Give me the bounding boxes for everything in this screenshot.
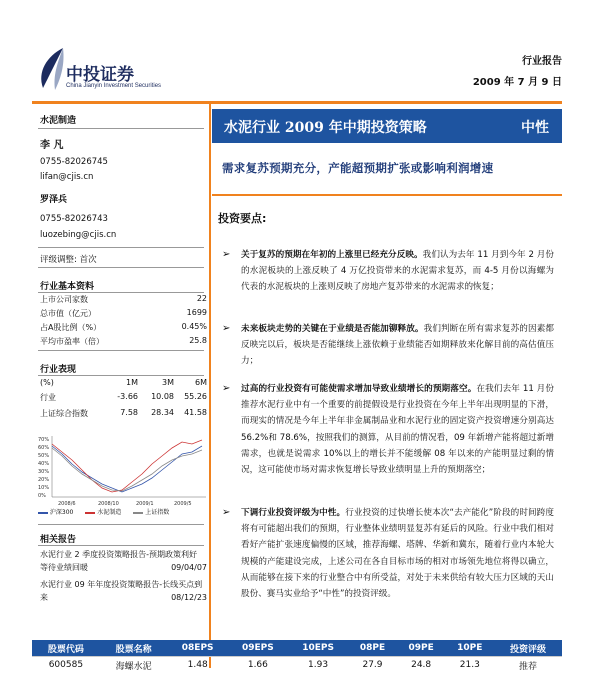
related-reports-title: 相关报告 bbox=[40, 532, 76, 545]
series-line-hs300 bbox=[52, 446, 202, 492]
table-cell: 21.3 bbox=[445, 657, 494, 673]
key-point-paragraph bbox=[241, 247, 554, 296]
table-header-cell: 08EPS bbox=[168, 640, 228, 657]
performance-table bbox=[40, 378, 207, 419]
divider bbox=[38, 524, 204, 525]
legend-item: 上证指数 bbox=[133, 507, 169, 516]
basic-info-row: 上市公司家数 22 bbox=[40, 294, 207, 305]
table-cell: 海螺水泥 bbox=[100, 657, 168, 673]
performance-title: 行业表现 bbox=[40, 362, 76, 375]
table-cell: 27.9 bbox=[348, 657, 397, 673]
table-header-cell: 10EPS bbox=[288, 640, 348, 657]
analyst-name: 罗泽兵 bbox=[40, 192, 67, 205]
key-point-lead: 关于复苏的预期在年初的上涨里已经充分反映。 bbox=[241, 250, 423, 260]
table-cell: 1.48 bbox=[168, 657, 228, 673]
report-date: 2009 年 7 月 9 日 bbox=[473, 73, 562, 88]
key-point-body: 在我们去年 11 月份推荐水泥行业中有一个重要的前提假设是行业投资在今年上半年出现明显的下滑，而现实的情况是今年上半年非金属制品业和水泥行业的固定资产投资增速分别高达 56.2%和 78.6%，按照我们的测算，从目前的情况看，09 年新增产能将超过新增需求，也就是说需求 10%以上的增长并不能缓解 08 年以来的产能明显过剩的情况，这可能使市场对需求恢复增长导致业绩明显上升的预期落空； bbox=[241, 384, 554, 475]
legend-item: 水泥制造 bbox=[85, 507, 121, 516]
chart-legend bbox=[38, 507, 169, 516]
divider bbox=[38, 375, 204, 376]
y-tick-label: 50% bbox=[38, 453, 49, 459]
y-tick-label: 20% bbox=[38, 477, 49, 483]
divider bbox=[38, 128, 204, 129]
performance-header: (%) 1M 3M 6M bbox=[40, 378, 207, 387]
x-tick-label: 2009/1 bbox=[136, 501, 154, 507]
report-subtitle: 需求复苏预期充分，产能超预期扩张或影响利润增速 bbox=[222, 160, 493, 176]
y-tick-label: 40% bbox=[38, 461, 49, 467]
divider bbox=[38, 292, 204, 293]
analyst-name: 李 凡 bbox=[40, 136, 63, 151]
sector-label: 水泥制造 bbox=[40, 113, 76, 126]
table-header-cell: 09PE bbox=[397, 640, 446, 657]
subtitle-divider bbox=[212, 194, 562, 196]
table-header-cell: 10PE bbox=[445, 640, 494, 657]
key-point-body: 行业投资的过快增长使本次“去产能化”阶段的时间跨度将有可能超出我们的预期，行业整体业绩明显复苏有延后的风险。行业中我们相对看好产能扩张速度偏慢的区域，推荐海螺、塔牌、华新和冀东，随着行业内本轮大规模的产能建设完成，上述公司在各自目标市场的相对市场领先地位将得以确立，从而能够在接下来的行业整合中有所受益，对处于未来供给有较大压力区域的天山股份、赛马实业给予“中性”的投资评级。 bbox=[241, 508, 554, 599]
key-point-body: 我们认为去年 11 月到今年 2 月份的水泥板块的上涨反映了 4 万亿投资带来的水泥需求复苏，而 4-5 月份以海螺为代表的水泥板块的上涨则反映了房地产复苏带来的水泥需求的恢复； bbox=[241, 250, 554, 292]
y-tick-label: 10% bbox=[38, 485, 49, 491]
bullet-arrow-icon: ➢ bbox=[222, 507, 230, 518]
stock-table bbox=[32, 640, 562, 673]
performance-chart bbox=[36, 434, 208, 514]
related-report-link[interactable]: 水泥行业 09 年年度投资策略报告-长线买点到来 08/12/23 bbox=[40, 578, 207, 604]
table-header-cell: 股票名称 bbox=[100, 640, 168, 657]
rating-change: 评级调整: 首次 bbox=[40, 253, 97, 265]
series-line-shanghai bbox=[52, 448, 202, 491]
x-tick-label: 2009/5 bbox=[174, 501, 192, 507]
table-header-cell: 08PE bbox=[348, 640, 397, 657]
key-point-paragraph bbox=[241, 505, 554, 602]
rating-badge: 中性 bbox=[521, 117, 549, 137]
divider bbox=[38, 247, 204, 248]
key-points-title: 投资要点: bbox=[218, 210, 266, 226]
y-tick-label: 30% bbox=[38, 469, 49, 475]
bullet-arrow-icon: ➢ bbox=[222, 323, 230, 334]
basic-info-title: 行业基本资料 bbox=[40, 279, 94, 292]
basic-info-row: 平均市盈率（倍） 25.8 bbox=[40, 336, 207, 347]
performance-row: 上证综合指数 7.58 28.34 41.58 bbox=[40, 408, 207, 419]
basic-info-row: 占A股比例（%） 0.45% bbox=[40, 322, 207, 333]
table-header-cell: 股票代码 bbox=[32, 640, 100, 657]
logo-icon bbox=[33, 46, 67, 92]
table-cell: 1.66 bbox=[228, 657, 288, 673]
bullet-arrow-icon: ➢ bbox=[222, 383, 230, 394]
table-cell: 1.93 bbox=[288, 657, 348, 673]
analyst-phone: 0755-82026743 bbox=[40, 214, 108, 224]
y-tick-label: 60% bbox=[38, 445, 49, 451]
analyst-email[interactable]: lifan@cjis.cn bbox=[40, 172, 93, 182]
company-logo-english: China Jianyin Investment Securities bbox=[66, 83, 161, 89]
y-tick-label: 70% bbox=[38, 437, 49, 443]
table-header-cell: 09EPS bbox=[228, 640, 288, 657]
y-tick-label: 0% bbox=[38, 493, 46, 499]
x-tick-label: 2008/6 bbox=[58, 501, 76, 507]
key-point-lead: 过高的行业投资有可能使需求增加导致业绩增长的预期落空。 bbox=[241, 384, 476, 394]
key-point-lead: 未来板块走势的关键在于业绩是否能加铆释放。 bbox=[241, 324, 424, 334]
divider bbox=[38, 350, 204, 351]
performance-row: 行业 -3.66 10.08 55.26 bbox=[40, 392, 207, 403]
report-type: 行业报告 bbox=[522, 52, 562, 67]
key-point-paragraph bbox=[241, 381, 554, 478]
sidebar bbox=[32, 104, 211, 668]
divider bbox=[38, 545, 204, 546]
key-point-lead: 下调行业投资评级为中性。 bbox=[241, 508, 345, 518]
x-tick-label: 2008/10 bbox=[98, 501, 119, 507]
table-row bbox=[32, 657, 562, 673]
divider bbox=[38, 267, 204, 268]
key-point-body: 我们判断在所有需求复苏的因素都反映完以后，板块是否能继续上涨依赖于业绩能否如期释放来化解目前的高估值压力； bbox=[241, 324, 554, 366]
report-title: 水泥行业 2009 年中期投资策略 bbox=[224, 117, 427, 137]
table-header-row bbox=[32, 640, 562, 657]
table-cell: 600585 bbox=[32, 657, 100, 673]
basic-info-row: 总市值（亿元） 1699 bbox=[40, 308, 207, 319]
related-report-link[interactable]: 水泥行业 2 季度投资策略报告-预期政策利好 等待业绩回暖 09/04/07 bbox=[40, 548, 207, 574]
bullet-arrow-icon: ➢ bbox=[222, 249, 230, 260]
analyst-phone: 0755-82026745 bbox=[40, 157, 108, 167]
legend-item: 沪深300 bbox=[38, 507, 73, 516]
key-point-paragraph bbox=[241, 321, 554, 370]
table-header-cell: 投资评级 bbox=[494, 640, 562, 657]
analyst-email[interactable]: luozebing@cjis.cn bbox=[40, 230, 116, 240]
company-logo-name: 中投证券 bbox=[66, 60, 134, 85]
table-cell: 推荐 bbox=[494, 657, 562, 673]
table-cell: 24.8 bbox=[397, 657, 446, 673]
